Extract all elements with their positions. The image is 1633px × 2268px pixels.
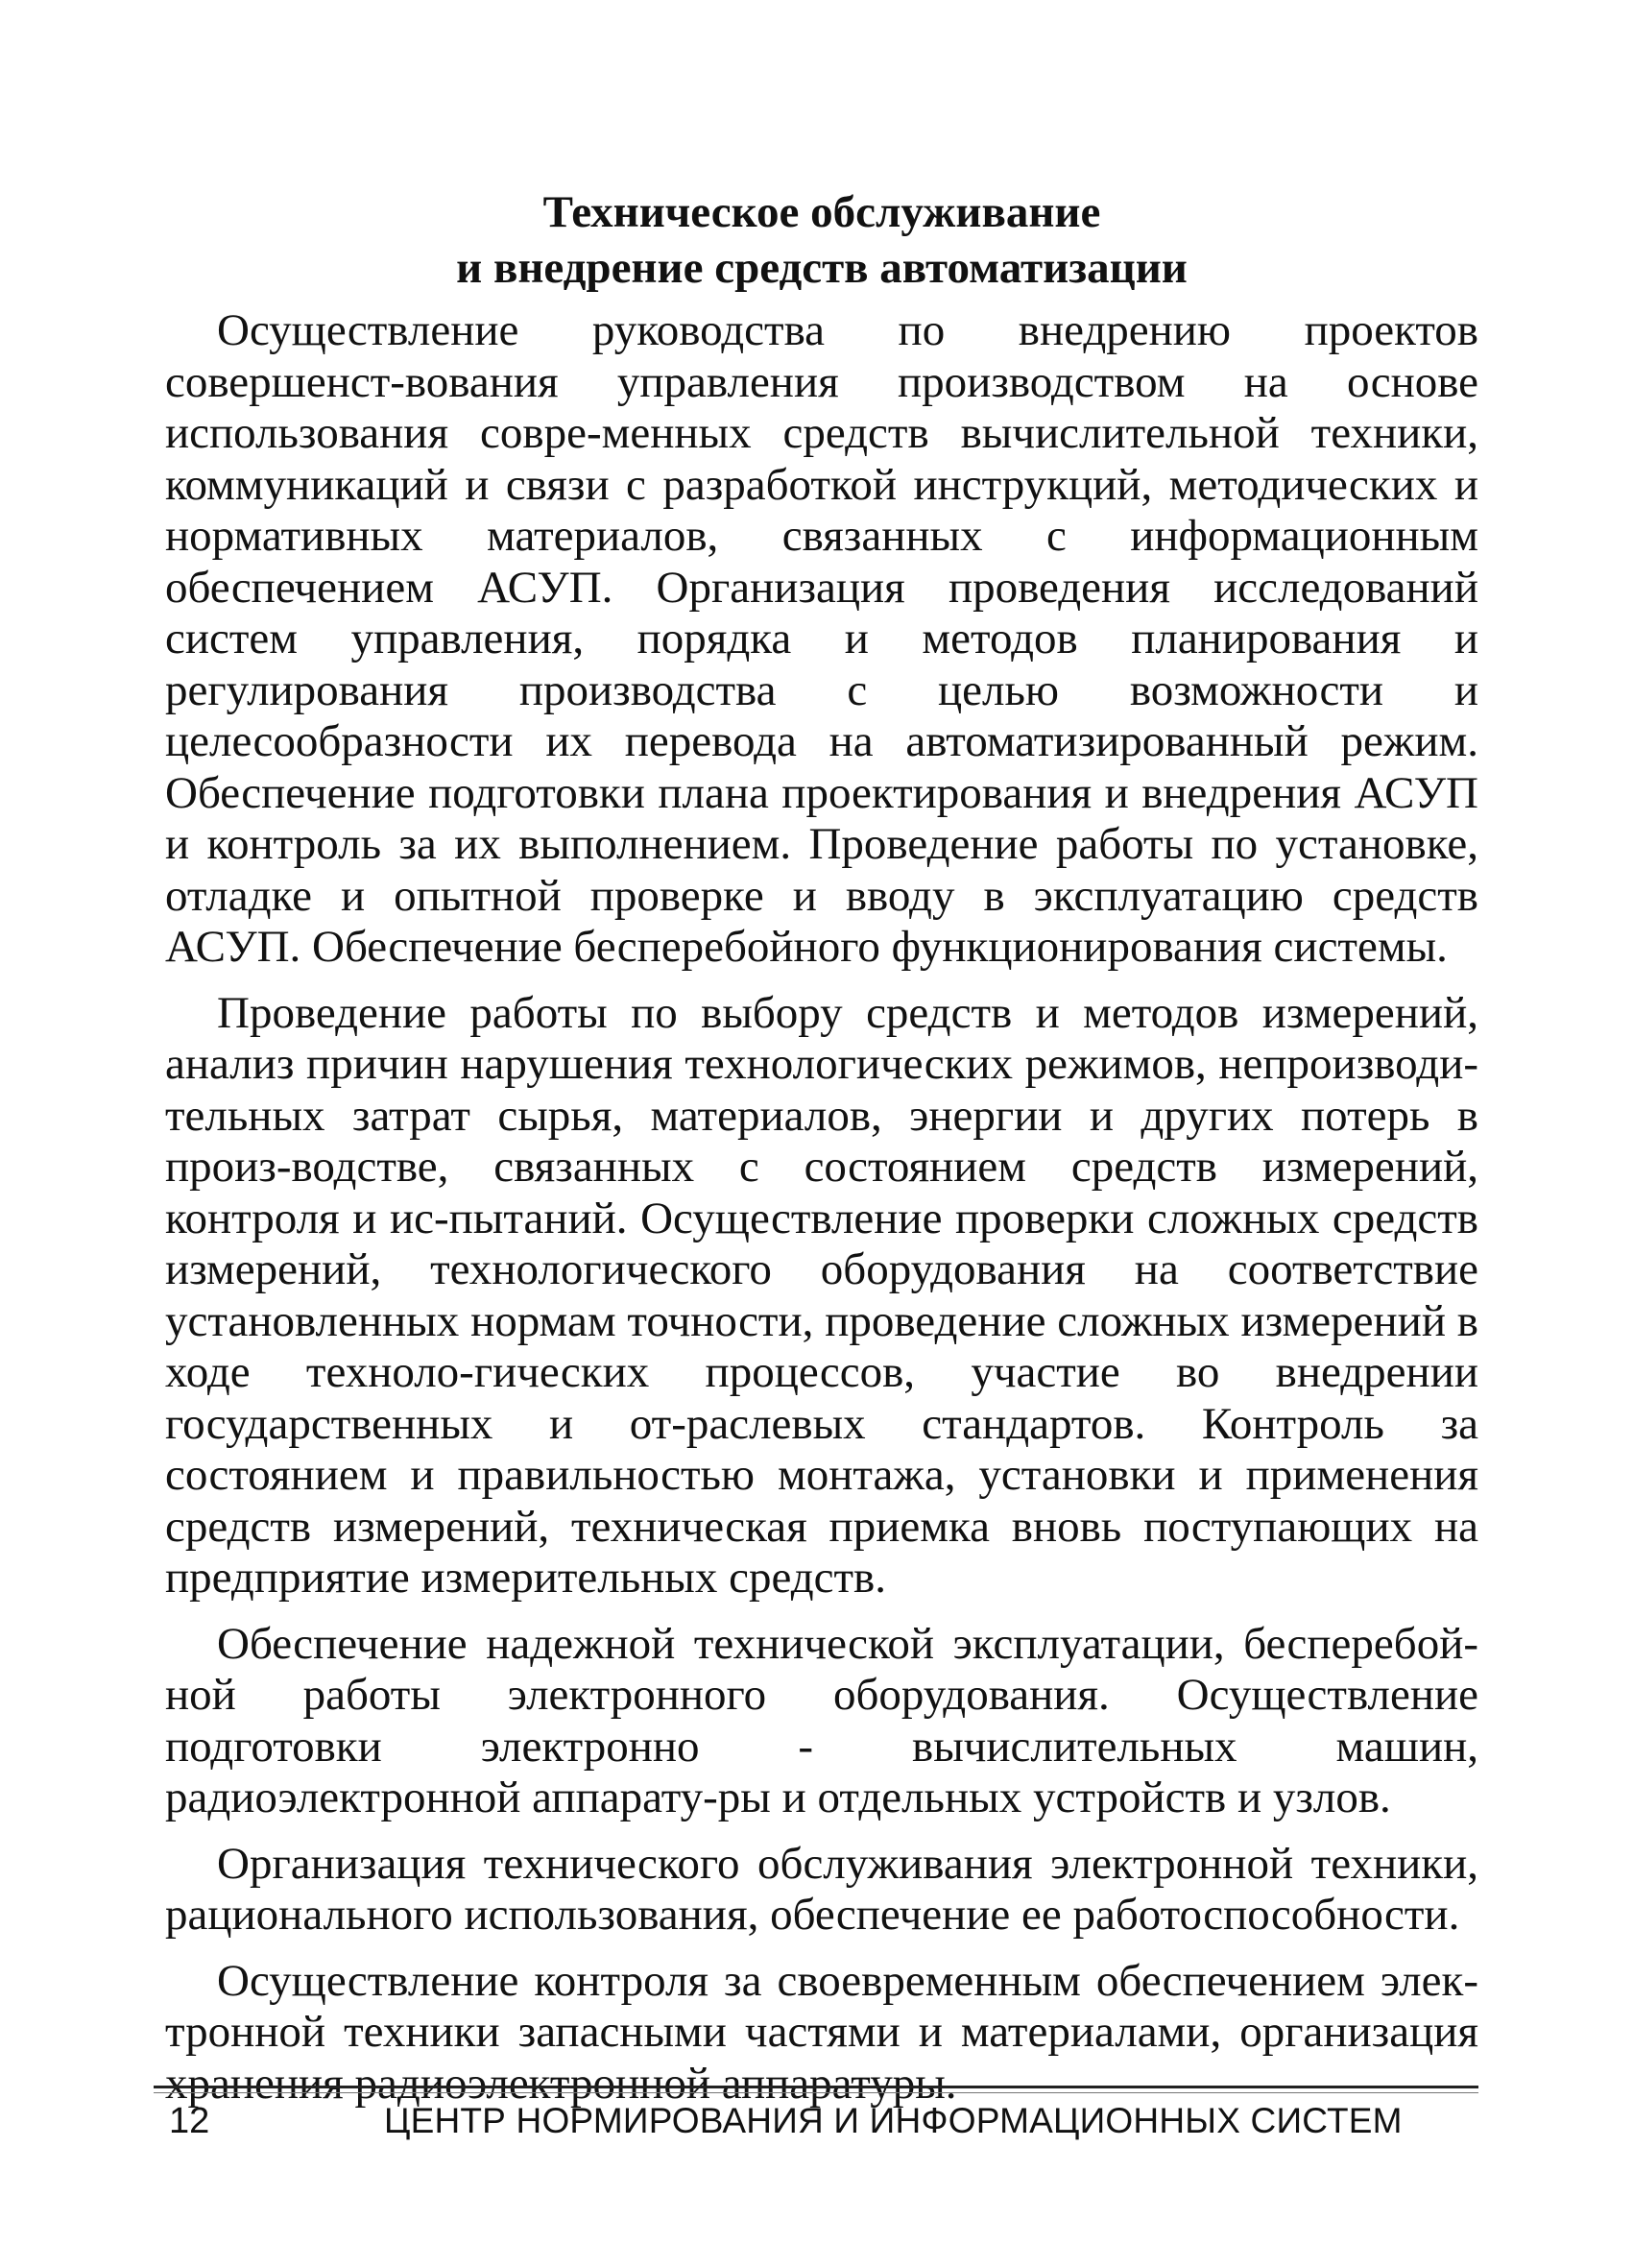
section-heading — [165, 184, 1478, 296]
footer-publisher: ЦЕНТР НОРМИРОВАНИЯ И ИНФОРМАЦИОННЫХ СИСТЕМ — [384, 2101, 1403, 2140]
paragraph-2: Проведение работы по выбору средств и методов измерений, анализ причин нарушения технологических режимов, непроизводи-тельных затрат сырья, материалов, энергии и других потерь в произ-водстве, связанных с состоянием средств измерений, контроля и ис-пытаний. Осуществление проверки сложных средств измерений, технологического оборудования на соответствие установленных нормам точности, проведение сложных измерений в ходе техноло-гических процессов, участие во внедрении государственных и от-раслевых стандартов. Контроль за состоянием и правильностью монтажа, установки и применения средств измерений, техническая приемка вновь поступающих на предприятие измерительных средств. — [165, 987, 1478, 1603]
paragraph-1: Осуществление руководства по внедрению проектов совершенст-вования управления производством на основе использования совре-менных средств вычислительной техники, коммуникаций и связи с разработкой инструкций, методических и нормативных материалов, связанных с информационным обеспечением АСУП. Организация проведения исследований систем управления, порядка и методов планирования и регулирования производства с целью возможности и целесообразности их перевода на автоматизированный режим. Обеспечение подготовки плана проектирования и внедрения АСУП и контроль за их выполнением. Проведение работы по установке, отладке и опытной проверке и вводу в эксплуатацию средств АСУП. Обеспечение бесперебойного функционирования системы. — [165, 305, 1478, 972]
paragraph-3: Обеспечение надежной технической эксплуатации, бесперебой-ной работы электронного оборудования. Осуществление подготовки электронно - вычислительных машин, радиоэлектронной аппарату-ры и отдельных устройств и узлов. — [165, 1618, 1478, 1822]
paragraph-4: Организация технического обслуживания электронной техники, рационального использования, обеспечение ее работоспособности. — [165, 1838, 1478, 1940]
footer-divider-thin — [154, 2092, 1478, 2093]
paragraph-5: Осуществление контроля за своевременным обеспечением элек-тронной техники запасными частями и материалами, организация хранения радиоэлектронной аппаратуры. — [165, 1955, 1478, 2109]
section-heading-line-1: Техническое обслуживание — [542, 187, 1101, 237]
section-heading-line-2: и внедрение средств автоматизации — [456, 243, 1188, 293]
body-text — [165, 305, 1478, 2124]
footer-divider — [154, 2086, 1478, 2088]
page-number: 12 — [169, 2101, 210, 2141]
